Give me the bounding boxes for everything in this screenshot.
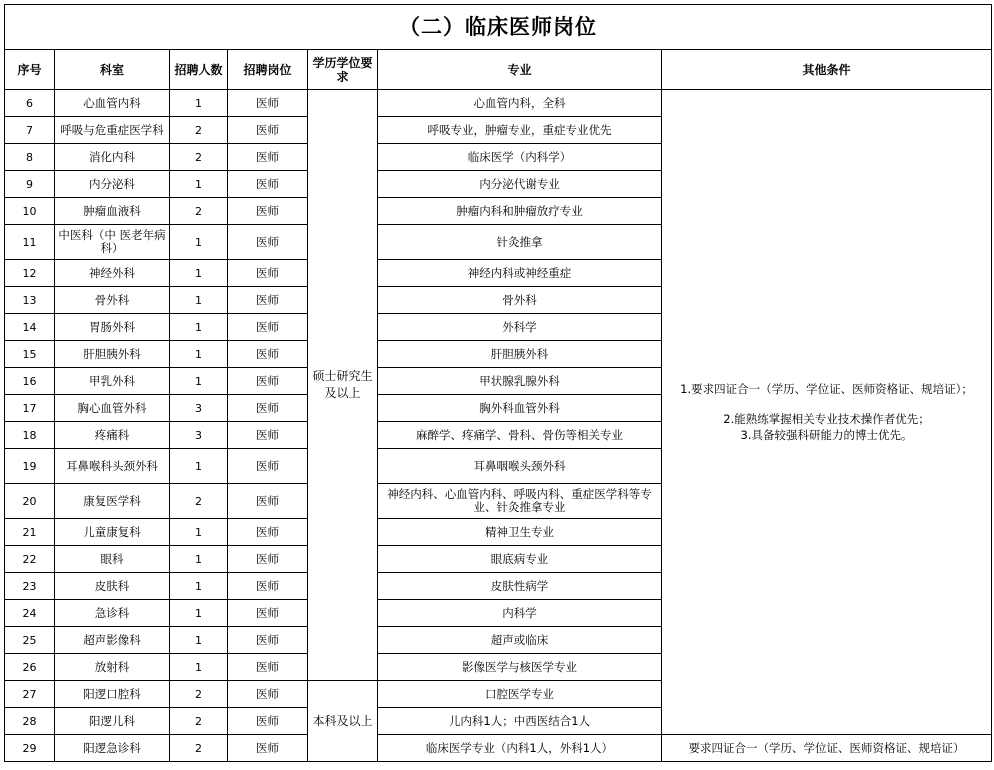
cell-post: 医师 [228,600,308,627]
cell-major: 精神卫生专业 [378,519,662,546]
cell-count: 1 [170,260,228,287]
table-title: （二）临床医师岗位 [5,5,992,50]
cell-count: 3 [170,422,228,449]
cell-post: 医师 [228,681,308,708]
cell-major: 临床医学专业（内科1人，外科1人） [378,735,662,762]
cell-dept: 疼痛科 [55,422,170,449]
cell-post: 医师 [228,225,308,260]
cell-dept: 肝胆胰外科 [55,341,170,368]
cell-count: 1 [170,573,228,600]
condition-line: 2.能熟练掌握相关专业技术操作者优先； [723,412,930,426]
cell-dept: 骨外科 [55,287,170,314]
cell-dept: 神经外科 [55,260,170,287]
header-no: 序号 [5,50,55,90]
cell-no: 11 [5,225,55,260]
cell-dept: 阳逻口腔科 [55,681,170,708]
cell-dept: 胸心血管外科 [55,395,170,422]
cell-major: 外科学 [378,314,662,341]
cell-count: 1 [170,314,228,341]
cell-major: 心血管内科，全科 [378,90,662,117]
cell-no: 18 [5,422,55,449]
cell-no: 16 [5,368,55,395]
cell-no: 20 [5,484,55,519]
cell-major: 麻醉学、疼痛学、骨科、骨伤等相关专业 [378,422,662,449]
cell-post: 医师 [228,735,308,762]
cell-no: 23 [5,573,55,600]
cell-no: 14 [5,314,55,341]
cell-post: 医师 [228,260,308,287]
cell-major: 临床医学（内科学） [378,144,662,171]
cell-count: 3 [170,395,228,422]
table-row [5,735,992,762]
cell-major: 影像医学与核医学专业 [378,654,662,681]
cell-no: 27 [5,681,55,708]
cell-major: 内分泌代谢专业 [378,171,662,198]
cell-dept: 耳鼻喉科头颈外科 [55,449,170,484]
header-row [5,50,992,90]
cell-no: 26 [5,654,55,681]
cell-post: 医师 [228,573,308,600]
cell-no: 15 [5,341,55,368]
cell-major: 骨外科 [378,287,662,314]
header-post: 招聘岗位 [228,50,308,90]
cell-no: 13 [5,287,55,314]
cell-post: 医师 [228,654,308,681]
table-row [5,90,992,117]
cell-no: 10 [5,198,55,225]
cell-major: 针灸推拿 [378,225,662,260]
cell-no: 24 [5,600,55,627]
cell-no: 22 [5,546,55,573]
cell-post: 医师 [228,449,308,484]
cell-major: 神经内科、心血管内科、呼吸内科、重症医学科等专业、针灸推拿专业 [378,484,662,519]
cell-post: 医师 [228,368,308,395]
cell-dept: 眼科 [55,546,170,573]
header-count: 招聘人数 [170,50,228,90]
cell-count: 1 [170,600,228,627]
cell-dept: 甲乳外科 [55,368,170,395]
cell-post: 医师 [228,314,308,341]
cell-no: 17 [5,395,55,422]
cell-post: 医师 [228,395,308,422]
cell-count: 2 [170,198,228,225]
cell-count: 1 [170,449,228,484]
cell-major: 肝胆胰外科 [378,341,662,368]
cell-major: 胸外科血管外科 [378,395,662,422]
cell-major: 皮肤性病学 [378,573,662,600]
cell-dept: 儿童康复科 [55,519,170,546]
cell-count: 1 [170,627,228,654]
cell-dept: 消化内科 [55,144,170,171]
cell-post: 医师 [228,198,308,225]
cell-post: 医师 [228,546,308,573]
cell-education-bachelor: 本科及以上 [308,681,378,762]
cell-post: 医师 [228,90,308,117]
cell-no: 28 [5,708,55,735]
cell-count: 1 [170,171,228,198]
cell-post: 医师 [228,484,308,519]
cell-dept: 肿瘤血液科 [55,198,170,225]
cell-count: 2 [170,117,228,144]
cell-no: 19 [5,449,55,484]
cell-major: 肿瘤内科和肿瘤放疗专业 [378,198,662,225]
cell-post: 医师 [228,117,308,144]
cell-count: 1 [170,90,228,117]
cell-post: 医师 [228,341,308,368]
cell-major: 耳鼻咽喉头颈外科 [378,449,662,484]
cell-major: 神经内科或神经重症 [378,260,662,287]
cell-post: 医师 [228,708,308,735]
cell-major: 超声或临床 [378,627,662,654]
header-education: 学历学位要求 [308,50,378,90]
cell-major: 眼底病专业 [378,546,662,573]
cell-post: 医师 [228,144,308,171]
cell-count: 2 [170,735,228,762]
cell-count: 2 [170,144,228,171]
cell-major: 呼吸专业，肿瘤专业，重症专业优先 [378,117,662,144]
cell-count: 2 [170,484,228,519]
cell-conditions [662,90,992,735]
cell-count: 1 [170,287,228,314]
cell-count: 1 [170,225,228,260]
cell-count: 2 [170,681,228,708]
cell-no: 9 [5,171,55,198]
cell-major: 内科学 [378,600,662,627]
cell-post: 医师 [228,519,308,546]
cell-no: 6 [5,90,55,117]
cell-education-master: 硕士研究生及以上 [308,90,378,681]
cell-count: 1 [170,519,228,546]
cell-dept: 急诊科 [55,600,170,627]
cell-dept: 心血管内科 [55,90,170,117]
cell-dept: 阳逻急诊科 [55,735,170,762]
cell-post: 医师 [228,422,308,449]
cell-dept: 超声影像科 [55,627,170,654]
condition-line: 1.要求四证合一（学历、学位证、医师资格证、规培证）； [680,382,973,396]
cell-count: 2 [170,708,228,735]
cell-no: 29 [5,735,55,762]
cell-post: 医师 [228,287,308,314]
cell-dept: 阳逻儿科 [55,708,170,735]
cell-dept: 中医科（中 医老年病科） [55,225,170,260]
cell-post: 医师 [228,171,308,198]
cell-dept: 呼吸与危重症医学科 [55,117,170,144]
cell-no: 21 [5,519,55,546]
cell-no: 25 [5,627,55,654]
cell-count: 1 [170,341,228,368]
cell-no: 7 [5,117,55,144]
cell-dept: 康复医学科 [55,484,170,519]
cell-major: 儿内科1人；中西医结合1人 [378,708,662,735]
cell-count: 1 [170,654,228,681]
cell-conditions-last: 要求四证合一（学历、学位证、医师资格证、规培证） [662,735,992,762]
cell-dept: 内分泌科 [55,171,170,198]
cell-count: 1 [170,368,228,395]
cell-count: 1 [170,546,228,573]
header-conditions: 其他条件 [662,50,992,90]
cell-dept: 皮肤科 [55,573,170,600]
cell-no: 8 [5,144,55,171]
cell-dept: 胃肠外科 [55,314,170,341]
cell-no: 12 [5,260,55,287]
header-dept: 科室 [55,50,170,90]
cell-major: 口腔医学专业 [378,681,662,708]
cell-major: 甲状腺乳腺外科 [378,368,662,395]
cell-post: 医师 [228,627,308,654]
header-major: 专业 [378,50,662,90]
recruitment-table [4,4,992,762]
cell-dept: 放射科 [55,654,170,681]
condition-line: 3.具备较强科研能力的博士优先。 [740,428,913,442]
